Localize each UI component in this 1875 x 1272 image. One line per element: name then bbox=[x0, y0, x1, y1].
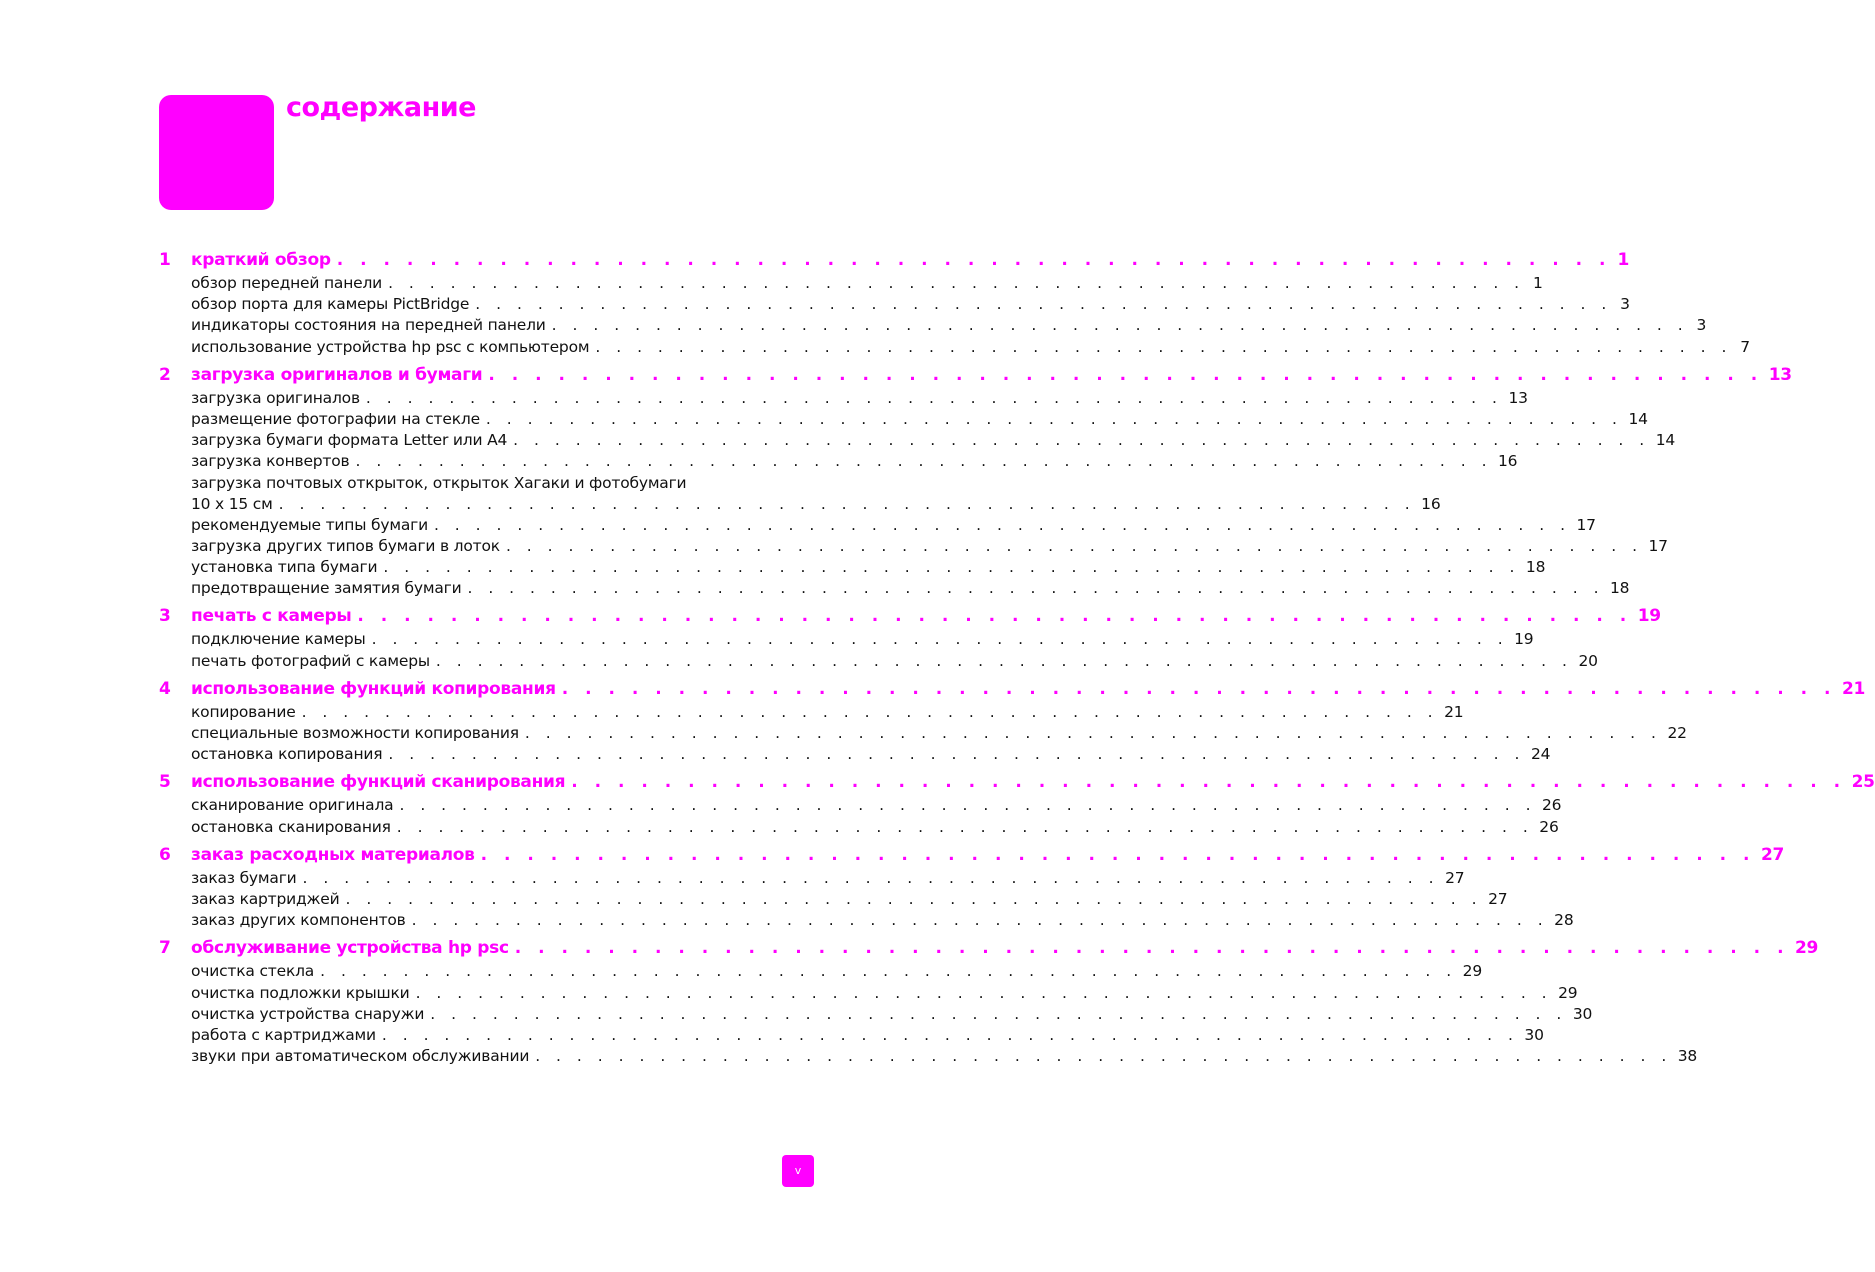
toc-chapter bbox=[159, 772, 1875, 838]
chapter-number: 4 bbox=[159, 678, 171, 699]
toc-entry-row[interactable] bbox=[191, 724, 1687, 745]
chapter-page-number: 25 bbox=[1851, 772, 1875, 793]
dot-leader: . . . . . . . . . . . . . . . . . . . . . . . . . . . . . . . . . . . . . . . . . . . . . . . . . . . . . . . bbox=[467, 579, 1605, 598]
entry-page-number: 18 bbox=[1525, 558, 1546, 577]
chapter-number: 5 bbox=[159, 772, 171, 793]
chapter-title: заказ расходных материалов bbox=[191, 844, 475, 865]
chapter-number: 1 bbox=[159, 250, 171, 270]
chapter-heading-row[interactable] bbox=[159, 772, 1875, 796]
toc-entry-row-continued[interactable] bbox=[191, 494, 1441, 516]
toc-chapter bbox=[159, 678, 1866, 767]
toc-entry-row[interactable] bbox=[191, 452, 1518, 473]
entry-page-number: 27 bbox=[1488, 889, 1508, 908]
dot-leader: . . . . . . . . . . . . . . . . . . . . . . . . . . . . . . . . . . . . . . . . . . . . . . . . . . . . . . . bbox=[415, 983, 1553, 1002]
toc-entry-row[interactable] bbox=[191, 474, 764, 495]
dot-leader: . . . . . . . . . . . . . . . . . . . . . . . . . . . . . . . . . . . . . . . . . . . . . . . . . . . . . . . bbox=[488, 364, 1763, 385]
entry-page-number: 29 bbox=[1462, 962, 1482, 981]
dot-leader: . . . . . . . . . . . . . . . . . . . . . . . . . . . . . . . . . . . . . . . . . . . . . . . . . . . . . . . bbox=[485, 409, 1623, 428]
chapter-title: обслуживание устройства hp psc bbox=[191, 938, 509, 959]
entry-title: размещение фотографии на стекле bbox=[191, 409, 480, 428]
toc-entry-row[interactable] bbox=[191, 911, 1574, 932]
toc-chapter bbox=[159, 844, 1785, 933]
dot-leader: . . . . . . . . . . . . . . . . . . . . . . . . . . . . . . . . . . . . . . . . . . . . . . . . . . . . . . . bbox=[301, 702, 1439, 721]
page-title: содержание bbox=[286, 92, 476, 123]
dot-leader: . . . . . . . . . . . . . . . . . . . . . . . . . . . . . . . . . . . . . . . . . . . . . . . . . . . . . . . bbox=[278, 494, 1416, 513]
entry-title: печать фотографий с камеры bbox=[191, 651, 430, 670]
dot-leader: . . . . . . . . . . . . . . . . . . . . . . . . . . . . . . . . . . . . . . . . . . . . . . . . . . . . . . . bbox=[320, 962, 1457, 981]
toc-entry-row[interactable] bbox=[191, 796, 1562, 817]
chapter-title: загрузка оригиналов и бумаги bbox=[191, 364, 483, 385]
entry-title: звуки при автоматическом обслуживании bbox=[191, 1047, 530, 1066]
dot-leader: . . . . . . . . . . . . . . . . . . . . . . . . . . . . . . . . . . . . . . . . . . . . . . . . . . . . . . . bbox=[399, 796, 1537, 815]
chapter-heading-row[interactable] bbox=[159, 844, 1785, 869]
chapter-heading-row[interactable] bbox=[159, 678, 1866, 703]
dot-leader: . . . . . . . . . . . . . . . . . . . . . . . . . . . . . . . . . . . . . . . . . . . . . . . . . . . . . . . bbox=[535, 1047, 1672, 1066]
chapter-title: печать с камеры bbox=[191, 606, 352, 627]
toc-entry-row[interactable] bbox=[191, 536, 1668, 558]
entry-page-number: 38 bbox=[1677, 1047, 1698, 1066]
entry-title: очистка стекла bbox=[191, 962, 315, 981]
toc-entry-row[interactable] bbox=[191, 295, 1630, 316]
dot-leader: . . . . . . . . . . . . . . . . . . . . . . . . . . . . . . . . . . . . . . . . . . . . . . . . . . . . . . . bbox=[430, 1004, 1567, 1023]
entry-title: остановка сканирования bbox=[191, 817, 391, 836]
entry-title: установка типа бумаги bbox=[191, 558, 378, 577]
dot-leader: . . . . . . . . . . . . . . . . . . . . . . . . . . . . . . . . . . . . . . . . . . . . . . . . . . . . . . . bbox=[595, 337, 1732, 356]
entry-title: подключение камеры bbox=[191, 630, 366, 649]
entry-page-number: 1 bbox=[1532, 274, 1543, 292]
entry-page-number: 3 bbox=[1620, 295, 1630, 314]
entry-title: заказ бумаги bbox=[191, 868, 297, 887]
chapter-page-number: 27 bbox=[1760, 844, 1785, 865]
dot-leader: . . . . . . . . . . . . . . . . . . . . . . . . . . . . . . . . . . . . . . . . . . . . . . . . . . . . . . . bbox=[475, 295, 1612, 314]
dot-leader: . . . . . . . . . . . . . . . . . . . . . . . . . . . . . . . . . . . . . . . . . . . . . . . . . . . . . . . bbox=[357, 606, 1632, 627]
entry-page-number: 13 bbox=[1508, 388, 1528, 407]
toc-chapter bbox=[159, 606, 1661, 672]
entry-title: заказ картриджей bbox=[191, 889, 340, 908]
toc-entry-row[interactable] bbox=[191, 817, 1559, 839]
toc-entry-row[interactable] bbox=[191, 431, 1676, 452]
entry-page-number: 7 bbox=[1740, 337, 1750, 356]
dot-leader: . . . . . . . . . . . . . . . . . . . . . . . . . . . . . . . . . . . . . . . . . . . . . . . . . . . . . . . bbox=[411, 911, 1549, 930]
toc-entry-row[interactable] bbox=[191, 868, 1465, 890]
chapter-page-number: 13 bbox=[1768, 364, 1792, 385]
entry-page-number: 16 bbox=[1498, 452, 1518, 471]
entry-title: загрузка других типов бумаги в лоток bbox=[191, 536, 500, 555]
entry-page-number: 29 bbox=[1558, 983, 1578, 1002]
chapter-number: 3 bbox=[159, 606, 171, 627]
toc-chapter bbox=[159, 938, 1819, 1068]
dot-leader: . . . . . . . . . . . . . . . . . . . . . . . . . . . . . . . . . . . . . . . . . . . . . . . . . . . . . . . bbox=[345, 889, 1483, 908]
entry-page-number: 30 bbox=[1572, 1004, 1593, 1023]
toc-entry-row[interactable] bbox=[191, 651, 1598, 673]
entry-page-number: 19 bbox=[1514, 630, 1534, 649]
chapter-page-number: 19 bbox=[1637, 606, 1661, 627]
dot-leader: . . . . . . . . . . . . . . . . . . . . . . . . . . . . . . . . . . . . . . . . . . . . . . . . . . . . . . . bbox=[383, 558, 1520, 577]
entry-title: загрузка почтовых открыток, открыток Хагаки и фотобумаги bbox=[191, 473, 687, 492]
chapter-heading-row[interactable] bbox=[159, 364, 1792, 389]
entry-page-number: 26 bbox=[1539, 817, 1559, 836]
entry-page-number: 14 bbox=[1655, 431, 1676, 450]
entry-title-continued: 10 x 15 см bbox=[191, 494, 273, 513]
toc-entry-row[interactable] bbox=[191, 388, 1528, 410]
entry-title: остановка копирования bbox=[191, 745, 383, 764]
entry-title: загрузка конвертов bbox=[191, 452, 350, 471]
dot-leader: . . . . . . . . . . . . . . . . . . . . . . . . . . . . . . . . . . . . . . . . . . . . . . . . . . . . . . . bbox=[435, 651, 1573, 670]
toc-chapter bbox=[159, 250, 1750, 359]
toc-entry-row[interactable] bbox=[191, 579, 1630, 600]
dot-leader: . . . . . . . . . . . . . . . . . . . . . . . . . . . . . . . . . . . . . . . . . . . . . . . . . . . . . . . bbox=[514, 938, 1790, 959]
dot-leader: . . . . . . . . . . . . . . . . . . . . . . . . . . . . . . . . . . . . . . . . . . . . . . . . . . . . . . . bbox=[365, 388, 1503, 407]
entry-title: индикаторы состояния на передней панели bbox=[191, 316, 546, 335]
toc-entry-row[interactable] bbox=[191, 515, 1596, 537]
entry-title: очистка подложки крышки bbox=[191, 983, 410, 1002]
dot-leader: . . . . . . . . . . . . . . . . . . . . . . . . . . . . . . . . . . . . . . . . . . . . . . . . . . . . . . . bbox=[513, 431, 1650, 450]
chapter-page-number: 21 bbox=[1842, 678, 1866, 699]
dot-leader: . . . . . . . . . . . . . . . . . . . . . . . . . . . . . . . . . . . . . . . . . . . . . . . . . . . . . . . bbox=[336, 250, 1611, 270]
toc-entry-row[interactable] bbox=[191, 702, 1464, 724]
dot-leader: . . . . . . . . . . . . . . . . . . . . . . . . . . . . . . . . . . . . . . . . . . . . . . . . . . . . . . . bbox=[355, 452, 1493, 471]
dot-leader: . . . . . . . . . . . . . . . . . . . . . . . . . . . . . . . . . . . . . . . . . . . . . . . . . . . . . . . bbox=[571, 772, 1846, 793]
chapter-title: использование функций сканирования bbox=[191, 772, 566, 793]
toc-entry-row[interactable] bbox=[191, 409, 1648, 431]
entry-page-number: 17 bbox=[1576, 515, 1596, 534]
entry-page-number: 24 bbox=[1530, 745, 1551, 764]
chapter-number: 2 bbox=[159, 364, 171, 385]
toc-entry-row[interactable] bbox=[191, 274, 1543, 295]
entry-page-number: 3 bbox=[1696, 316, 1707, 335]
toc-entry-row[interactable] bbox=[191, 983, 1578, 1005]
entry-title: рекомендуемые типы бумаги bbox=[191, 515, 428, 534]
toc-entry-row[interactable] bbox=[191, 1025, 1544, 1047]
toc-entry-row[interactable] bbox=[191, 558, 1546, 579]
entry-title: обзор передней панели bbox=[191, 274, 383, 292]
chapter-title: краткий обзор bbox=[191, 250, 331, 270]
entry-title: заказ других компонентов bbox=[191, 911, 406, 930]
entry-page-number: 30 bbox=[1524, 1025, 1544, 1044]
toc-entry-row[interactable] bbox=[191, 1047, 1698, 1068]
dot-leader: . . . . . . . . . . . . . . . . . . . . . . . . . . . . . . . . . . . . . . . . . . . . . . . . . . . . . . . bbox=[480, 844, 1755, 865]
entry-page-number: 20 bbox=[1578, 651, 1598, 670]
entry-title: специальные возможности копирования bbox=[191, 724, 519, 742]
dot-leader: . . . . . . . . . . . . . . . . . . . . . . . . . . . . . . . . . . . . . . . . . . . . . . . . . . . . . . . bbox=[381, 1025, 1519, 1044]
entry-page-number: 22 bbox=[1667, 724, 1687, 742]
dot-leader: . . . . . . . . . . . . . . . . . . . . . . . . . . . . . . . . . . . . . . . . . . . . . . . . . . . . . . . bbox=[371, 630, 1509, 649]
toc-entry-row[interactable] bbox=[191, 316, 1707, 337]
chapter-number: 7 bbox=[159, 938, 171, 959]
chapter-heading-row[interactable] bbox=[159, 250, 1629, 274]
entry-page-number: 27 bbox=[1445, 868, 1465, 887]
dot-leader: . . . . . . . . . . . . . . . . . . . . . . . . . . . . . . . . . . . . . . . . . . . . . . . . . . . . . . . bbox=[388, 745, 1525, 764]
entry-title: загрузка бумаги формата Letter или A4 bbox=[191, 431, 508, 450]
dot-leader: . . . . . . . . . . . . . . . . . . . . . . . . . . . . . . . . . . . . . . . . . . . . . . . . . . . . . . . bbox=[505, 536, 1643, 555]
toc-entry-row[interactable] bbox=[191, 1004, 1593, 1026]
entry-page-number: 14 bbox=[1628, 409, 1648, 428]
entry-page-number: 18 bbox=[1610, 579, 1630, 598]
chapter-page-number: 29 bbox=[1795, 938, 1819, 959]
entry-page-number: 21 bbox=[1444, 702, 1464, 721]
dot-leader: . . . . . . . . . . . . . . . . . . . . . . . . . . . . . . . . . . . . . . . . . . . . . . . . . . . . . . . bbox=[396, 817, 1534, 836]
page-number-badge: v bbox=[782, 1155, 814, 1187]
toc-entry-row[interactable] bbox=[191, 745, 1551, 766]
entry-title: работа с картриджами bbox=[191, 1025, 376, 1044]
dot-leader: . . . . . . . . . . . . . . . . . . . . . . . . . . . . . . . . . . . . . . . . . . . . . . . . . . . . . . . bbox=[561, 678, 1837, 699]
entry-title: предотвращение замятия бумаги bbox=[191, 579, 462, 598]
decorative-accent-block bbox=[159, 95, 274, 210]
toc-entry-row[interactable] bbox=[191, 962, 1482, 983]
dot-leader: . . . . . . . . . . . . . . . . . . . . . . . . . . . . . . . . . . . . . . . . . . . . . . . . . . . . . . . bbox=[524, 724, 1662, 742]
entry-title: загрузка оригиналов bbox=[191, 388, 360, 407]
entry-title: очистка устройства снаружи bbox=[191, 1004, 425, 1023]
entry-title: использование устройства hp psc с компьютером bbox=[191, 337, 590, 356]
dot-leader: . . . . . . . . . . . . . . . . . . . . . . . . . . . . . . . . . . . . . . . . . . . . . . . . . . . . . . . bbox=[433, 515, 1571, 534]
chapter-page-number: 1 bbox=[1617, 250, 1629, 270]
entry-page-number: 28 bbox=[1554, 911, 1574, 930]
chapter-heading-row[interactable] bbox=[159, 606, 1661, 630]
dot-leader: . . . . . . . . . . . . . . . . . . . . . . . . . . . . . . . . . . . . . . . . . . . . . . . . . . . . . . . bbox=[388, 274, 1525, 292]
toc-entry-row[interactable] bbox=[191, 630, 1534, 651]
chapter-title: использование функций копирования bbox=[191, 678, 556, 699]
toc-chapter bbox=[159, 364, 1792, 601]
chapter-heading-row[interactable] bbox=[159, 938, 1819, 962]
entry-title: сканирование оригинала bbox=[191, 796, 394, 815]
entry-title: обзор порта для камеры PictBridge bbox=[191, 295, 470, 314]
toc-entry-row[interactable] bbox=[191, 337, 1750, 359]
dot-leader: . . . . . . . . . . . . . . . . . . . . . . . . . . . . . . . . . . . . . . . . . . . . . . . . . . . . . . . bbox=[551, 316, 1689, 335]
toc-entry-row[interactable] bbox=[191, 889, 1508, 911]
entry-page-number: 16 bbox=[1421, 494, 1441, 513]
chapter-number: 6 bbox=[159, 844, 171, 865]
entry-page-number: 26 bbox=[1542, 796, 1562, 815]
entry-page-number: 17 bbox=[1648, 536, 1668, 555]
dot-leader: . . . . . . . . . . . . . . . . . . . . . . . . . . . . . . . . . . . . . . . . . . . . . . . . . . . . . . . bbox=[302, 868, 1440, 887]
table-of-contents bbox=[159, 250, 1875, 1074]
entry-title: копирование bbox=[191, 702, 296, 721]
